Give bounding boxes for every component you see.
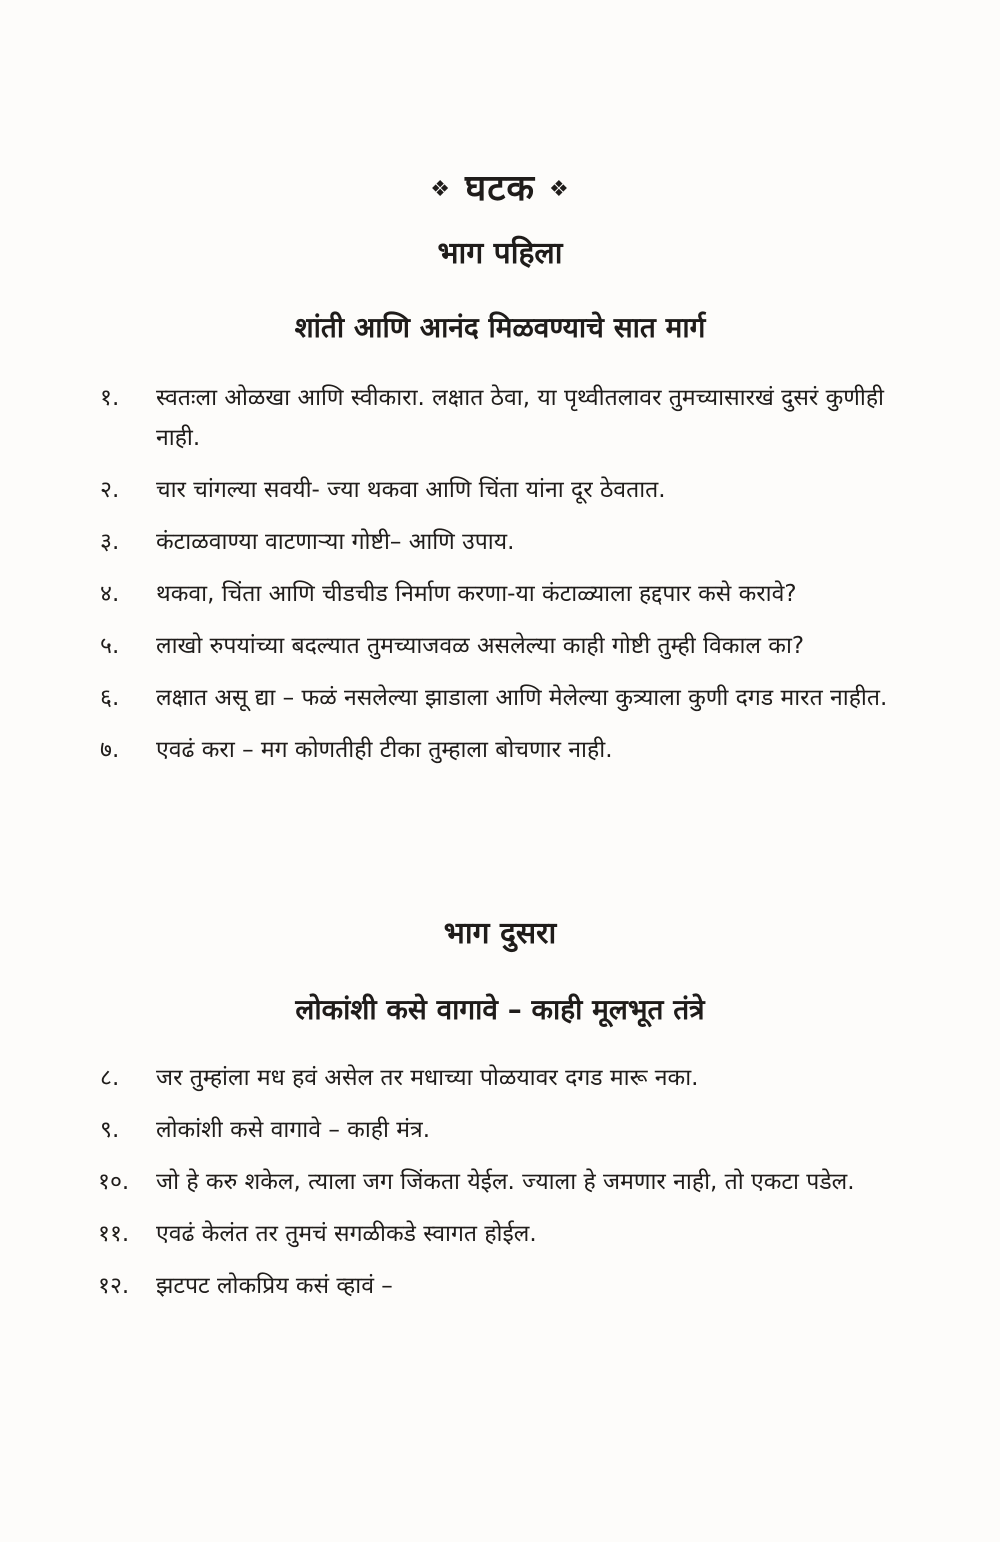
item-text: चार चांगल्या सवयी- ज्या थकवा आणि चिंता यांना दूर ठेवतात. bbox=[156, 477, 666, 503]
item-number: १२. bbox=[98, 1273, 130, 1299]
diamond-ornament-icon: ❖ bbox=[549, 177, 570, 202]
list-item bbox=[0, 1266, 1000, 1306]
part-one-list bbox=[0, 378, 1000, 782]
list-item bbox=[0, 378, 1000, 458]
item-number: ६. bbox=[100, 685, 120, 711]
item-text: स्वतःला ओळखा आणि स्वीकारा. लक्षात ठेवा, या पृथ्वीतलावर तुमच्यासारखं दुसरं कुणीही नाही. bbox=[156, 385, 885, 451]
item-number: १०. bbox=[98, 1169, 130, 1195]
item-number: ८. bbox=[100, 1065, 120, 1091]
list-item bbox=[0, 574, 1000, 614]
item-number: २. bbox=[100, 477, 120, 503]
list-item bbox=[0, 1058, 1000, 1098]
part-two-subtitle: लोकांशी कसे वागावे – काही मूलभूत तंत्रे bbox=[295, 993, 705, 1026]
part-one-title: भाग पहिला bbox=[437, 236, 563, 271]
item-text: झटपट लोकप्रिय कसं व्हावं – bbox=[156, 1273, 393, 1299]
item-number: ५. bbox=[100, 633, 120, 659]
item-text: कंटाळवाण्या वाटणाऱ्या गोष्टी– आणि उपाय. bbox=[156, 529, 515, 555]
list-item bbox=[0, 522, 1000, 562]
item-text: एवढं करा – मग कोणतीही टीका तुम्हाला बोचणार नाही. bbox=[156, 737, 613, 763]
item-text: जो हे करु शकेल, त्याला जग जिंकता येईल. ज्याला हे जमणार नाही, तो एकटा पडेल. bbox=[156, 1169, 855, 1195]
item-text: एवढं केलंत तर तुमचं सगळीकडे स्वागत होईल. bbox=[156, 1221, 537, 1247]
item-number: ९. bbox=[100, 1117, 120, 1143]
item-text: लक्षात असू द्या – फळं नसलेल्या झाडाला आणि मेलेल्या कुत्र्याला कुणी दगड मारत नाहीत. bbox=[156, 685, 888, 711]
item-number: ४. bbox=[100, 581, 120, 607]
item-text: थकवा, चिंता आणि चीडचीड निर्माण करणा-या कंटाळ्याला हद्दपार कसे करावे? bbox=[156, 581, 797, 607]
item-text: जर तुम्हांला मध हवं असेल तर मधाच्या पोळयावर दगड मारू नका. bbox=[156, 1065, 699, 1091]
item-number: ३. bbox=[100, 529, 120, 555]
list-item bbox=[0, 626, 1000, 666]
list-item bbox=[0, 678, 1000, 718]
item-number: ७. bbox=[100, 737, 120, 763]
list-item bbox=[0, 730, 1000, 770]
list-item bbox=[0, 1110, 1000, 1150]
chapter-heading-text: घटक bbox=[464, 168, 536, 209]
list-item bbox=[0, 1214, 1000, 1254]
item-text: लोकांशी कसे वागावे – काही मंत्र. bbox=[156, 1117, 431, 1143]
diamond-ornament-icon: ❖ bbox=[430, 177, 451, 202]
list-item bbox=[0, 1162, 1000, 1202]
item-number: १. bbox=[100, 385, 120, 411]
chapter-heading bbox=[0, 165, 1000, 214]
part-two-title: भाग दुसरा bbox=[443, 916, 557, 951]
item-text: लाखो रुपयांच्या बदल्यात तुमच्याजवळ असलेल्या काही गोष्टी तुम्ही विकाल का? bbox=[156, 633, 805, 659]
part-two-list bbox=[0, 1058, 1000, 1318]
list-item bbox=[0, 470, 1000, 510]
part-one-subtitle: शांती आणि आनंद मिळवण्याचे सात मार्ग bbox=[294, 311, 706, 344]
item-number: ११. bbox=[98, 1221, 130, 1247]
